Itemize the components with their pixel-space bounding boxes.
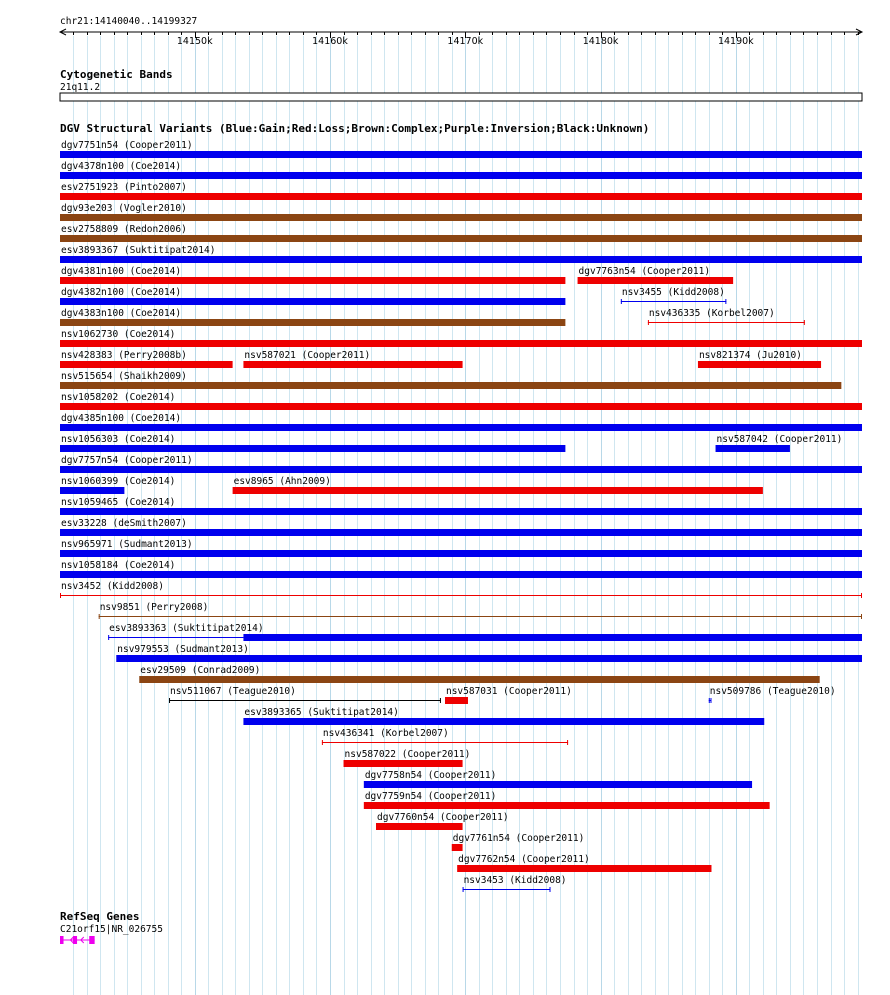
sv-feature-label: nsv587042 (Cooper2011) — [716, 434, 843, 445]
sv-feature-label: dgv7761n54 (Cooper2011) — [452, 833, 585, 844]
refseq-track-title: RefSeq Genes — [60, 910, 140, 923]
ruler-tick-label: 14160k — [312, 36, 348, 47]
gene-exon[interactable] — [89, 936, 94, 944]
sv-feature-label: dgv93e203 (Vogler2010) — [61, 203, 187, 214]
sv-feature-label: nsv821374 (Ju2010) — [698, 350, 802, 361]
sv-feature-label: nsv587031 (Cooper2011) — [445, 686, 572, 697]
sv-feature-label: dgv4385n100 (Coe2014) — [61, 413, 182, 424]
gene-exon[interactable] — [60, 936, 64, 944]
sv-feature-label: nsv587021 (Cooper2011) — [244, 350, 371, 361]
gene-exon[interactable] — [73, 936, 77, 944]
cytoband-track-title: Cytogenetic Bands — [60, 68, 173, 81]
sv-feature-label: nsv515654 (Shaikh2009) — [61, 371, 187, 382]
sv-feature-label: esv2758809 (Redon2006) — [61, 224, 187, 235]
sv-feature-label: dgv7758n54 (Cooper2011) — [364, 770, 497, 781]
sv-feature-label: nsv3453 (Kidd2008) — [463, 875, 567, 886]
sv-feature-label: dgv7762n54 (Cooper2011) — [458, 854, 590, 865]
sv-feature-label: nsv3452 (Kidd2008) — [61, 581, 164, 592]
sv-feature-label: nsv1056303 (Coe2014) — [61, 434, 176, 445]
sv-feature-label: nsv587022 (Cooper2011) — [344, 749, 471, 760]
sv-feature-label: nsv979553 (Sudmant2013) — [117, 644, 249, 655]
sv-feature-label: nsv509786 (Teague2010) — [709, 686, 836, 697]
ruler-tick-label: 14180k — [582, 36, 619, 47]
sv-feature-label: dgv7763n54 (Cooper2011) — [578, 266, 711, 277]
dgv-track-title: DGV Structural Variants (Blue:Gain;Red:Loss;Brown:Complex;Purple:Inversion;Black:Unknown) — [60, 122, 650, 135]
sv-feature-label: esv3893367 (Suktitipat2014) — [61, 245, 216, 256]
ruler-tick-label: 14190k — [717, 36, 754, 47]
cytoband-label: 21q11.2 — [60, 82, 101, 93]
sv-feature-label: nsv436335 (Korbel2007) — [648, 308, 775, 319]
ruler-tick-label: 14150k — [176, 36, 213, 47]
sv-feature-label: esv2751923 (Pinto2007) — [61, 182, 187, 193]
sv-feature-label: dgv4382n100 (Coe2014) — [61, 287, 182, 298]
ruler-tick-label: 14170k — [447, 36, 484, 47]
sv-feature-label: nsv9851 (Perry2008) — [99, 602, 209, 613]
sv-feature-label: nsv1060399 (Coe2014) — [61, 476, 176, 487]
sv-feature-label: nsv1058202 (Coe2014) — [61, 392, 176, 403]
sv-feature-label: dgv7760n54 (Cooper2011) — [377, 812, 509, 823]
sv-feature-label: nsv436341 (Korbel2007) — [322, 728, 449, 739]
sv-feature-label: esv3893365 (Suktitipat2014) — [244, 707, 399, 718]
sv-feature-label: nsv511067 (Teague2010) — [170, 686, 296, 697]
sv-feature-label: dgv4381n100 (Coe2014) — [61, 266, 182, 277]
sv-feature-label: dgv7751n54 (Cooper2011) — [61, 140, 193, 151]
sv-feature-label: esv33228 (deSmith2007) — [61, 518, 187, 529]
sv-feature-label: dgv4378n100 (Coe2014) — [61, 161, 182, 172]
sv-feature-label: nsv3455 (Kidd2008) — [621, 287, 725, 298]
refseq-gene-label: C21orf15|NR_026755 — [60, 924, 163, 935]
sv-feature-label: nsv965971 (Sudmant2013) — [61, 539, 193, 550]
sv-feature-label: nsv428383 (Perry2008b) — [61, 350, 187, 361]
sv-feature-label: dgv7757n54 (Cooper2011) — [61, 455, 193, 466]
sv-feature-label: dgv7759n54 (Cooper2011) — [364, 791, 497, 802]
sv-feature-label: esv8965 (Ahn2009) — [233, 476, 331, 487]
sv-feature-label: esv29509 (Conrad2009) — [140, 665, 261, 676]
sv-feature-label: nsv1062730 (Coe2014) — [61, 329, 176, 340]
sv-feature-label: nsv1059465 (Coe2014) — [61, 497, 176, 508]
sv-feature-label: nsv1058184 (Coe2014) — [61, 560, 176, 571]
region-label: chr21:14140040..14199327 — [60, 16, 198, 27]
sv-feature-label: esv3893363 (Suktitipat2014) — [109, 623, 264, 634]
sv-feature-label: dgv4383n100 (Coe2014) — [61, 308, 182, 319]
